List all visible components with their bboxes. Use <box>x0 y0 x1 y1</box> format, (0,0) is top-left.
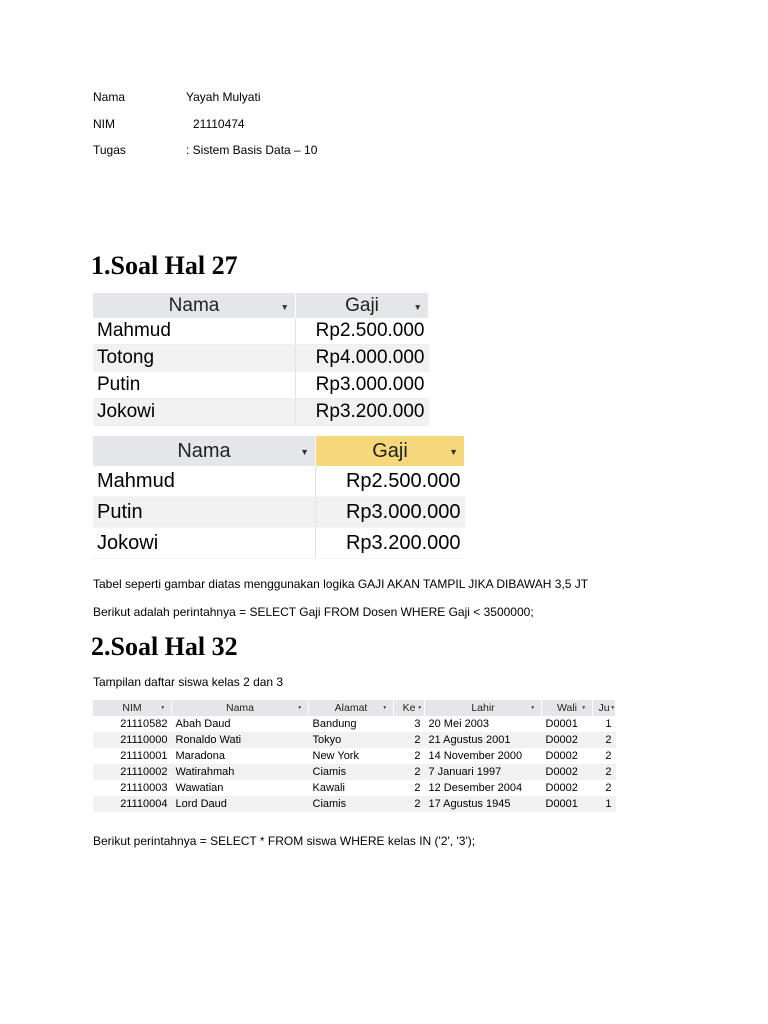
column-header-jumlah[interactable] <box>593 700 616 716</box>
column-header-gaji[interactable] <box>296 293 429 318</box>
cell-lahir: 21 Agustus 2001 <box>425 732 542 748</box>
cell-gaji: Rp3.200.000 <box>316 528 465 559</box>
cell-nama: Putin <box>93 497 316 528</box>
cell-nim: 21110582 <box>120 718 168 730</box>
student-table <box>93 700 616 812</box>
column-header-label: NIM <box>122 702 142 714</box>
cell-jumlah: 2 <box>593 732 616 748</box>
dropdown-arrow-icon[interactable]: ▼ <box>382 706 387 711</box>
cell-alamat: Bandung <box>312 718 357 730</box>
paragraph-logic: Tabel seperti gambar diatas menggunakan logika GAJI AKAN TAMPIL JIKA DIBAWAH 3,5 JT <box>93 577 589 591</box>
cell-nim: 21110004 <box>93 796 172 812</box>
table-row <box>93 345 429 372</box>
dropdown-arrow-icon[interactable]: ▼ <box>413 301 422 312</box>
cell-gaji: Rp3.200.000 <box>296 399 429 426</box>
cell-wali: D0001 <box>545 718 578 730</box>
tugas-value: : Sistem Basis Data – 10 <box>186 143 318 157</box>
section2-heading: 2.Soal Hal 32 <box>91 632 238 661</box>
table-row <box>93 748 616 764</box>
column-header-label: Ke <box>402 702 416 714</box>
column-header-label: Gaji <box>372 439 408 462</box>
table-row <box>93 716 616 732</box>
dropdown-arrow-icon[interactable]: ▼ <box>160 706 165 711</box>
cell-nama: Putin <box>93 372 296 399</box>
column-header-nama[interactable] <box>172 700 309 716</box>
cell-nama: Wawatian <box>175 782 224 794</box>
column-header-nama[interactable] <box>93 436 316 466</box>
column-header-label: Nama <box>225 702 254 714</box>
table-row <box>93 318 429 345</box>
cell-lahir: 14 November 2000 <box>428 750 523 762</box>
cell-jumlah: 1 <box>593 796 616 812</box>
cell-lahir: 7 Januari 1997 <box>425 764 542 780</box>
cell-wali: D0002 <box>542 764 593 780</box>
cell-alamat: New York <box>312 750 359 762</box>
cell-kelas: 2 <box>394 764 425 780</box>
table-row <box>93 764 616 780</box>
cell-jumlah: 2 <box>605 750 612 762</box>
table-row <box>93 372 429 399</box>
table-row <box>93 466 465 497</box>
cell-lahir: 20 Mei 2003 <box>428 718 490 730</box>
cell-nama: Totong <box>93 345 296 372</box>
table-row <box>93 497 465 528</box>
cell-alamat: Ciamis <box>309 764 394 780</box>
dropdown-arrow-icon[interactable]: ▼ <box>610 706 615 711</box>
cell-gaji: Rp3.000.000 <box>296 372 429 399</box>
cell-alamat: Ciamis <box>309 796 394 812</box>
column-header-label: Ju <box>598 702 610 714</box>
column-header-label: Nama <box>168 294 220 316</box>
column-header-kelas[interactable] <box>394 700 425 716</box>
dropdown-arrow-icon[interactable]: ▼ <box>300 447 309 457</box>
cell-gaji: Rp4.000.000 <box>296 345 429 372</box>
cell-wali: D0002 <box>542 732 593 748</box>
section1-heading: 1.Soal Hal 27 <box>91 251 238 280</box>
cell-nim: 21110002 <box>93 764 172 780</box>
cell-nama: Jokowi <box>93 399 296 426</box>
tugas-label: Tugas <box>93 143 126 157</box>
column-header-lahir[interactable] <box>425 700 542 716</box>
column-header-wali[interactable] <box>542 700 593 716</box>
table-row <box>93 796 616 812</box>
column-header-label: Gaji <box>345 294 379 316</box>
cell-alamat: Kawali <box>312 782 345 794</box>
nim-value: 21110474 <box>193 117 245 131</box>
cell-lahir: 12 Desember 2004 <box>428 782 523 794</box>
column-header-label: Nama <box>177 439 231 462</box>
salary-table-filtered <box>93 436 465 559</box>
cell-gaji: Rp2.500.000 <box>296 318 429 345</box>
cell-wali: D0002 <box>545 782 578 794</box>
cell-alamat: Tokyo <box>309 732 394 748</box>
cell-gaji: Rp3.000.000 <box>316 497 465 528</box>
cell-kelas: 2 <box>414 750 421 762</box>
salary-table-all <box>93 293 429 426</box>
cell-nim: 21110003 <box>120 782 168 794</box>
cell-nama: Mahmud <box>93 466 316 497</box>
dropdown-arrow-icon[interactable]: ▼ <box>449 447 458 457</box>
table-row <box>93 780 616 796</box>
dropdown-arrow-icon[interactable]: ▼ <box>530 706 535 711</box>
cell-wali: D0002 <box>545 750 578 762</box>
cell-nama: Ronaldo Wati <box>172 732 309 748</box>
cell-nama: Abah Daud <box>175 718 231 730</box>
column-header-label: Wali <box>556 702 578 714</box>
cell-kelas: 2 <box>394 732 425 748</box>
dropdown-arrow-icon[interactable]: ▼ <box>581 706 586 711</box>
table-row <box>93 528 465 559</box>
nim-label: NIM <box>93 117 115 131</box>
cell-nama: Watirahmah <box>172 764 309 780</box>
column-header-label: Lahir <box>471 702 495 714</box>
cell-nama: Lord Daud <box>172 796 309 812</box>
cell-kelas: 2 <box>414 782 421 794</box>
column-header-nama[interactable] <box>93 293 296 318</box>
paragraph-query1: Berikut adalah perintahnya = SELECT Gaji FROM Dosen WHERE Gaji < 3500000; <box>93 605 534 619</box>
cell-wali: D0001 <box>542 796 593 812</box>
cell-nim: 21110001 <box>120 750 168 762</box>
column-header-nim[interactable] <box>93 700 172 716</box>
cell-jumlah: 2 <box>605 782 612 794</box>
column-header-gaji-selected[interactable] <box>316 436 465 466</box>
cell-jumlah: 2 <box>593 764 616 780</box>
cell-kelas: 3 <box>414 718 421 730</box>
cell-gaji: Rp2.500.000 <box>316 466 465 497</box>
table-row <box>93 399 429 426</box>
nama-value: Yayah Mulyati <box>186 90 261 104</box>
section2-caption: Tampilan daftar siswa kelas 2 dan 3 <box>93 675 284 689</box>
cell-nama: Maradona <box>175 750 226 762</box>
dropdown-arrow-icon[interactable]: ▼ <box>297 706 302 711</box>
cell-nama: Jokowi <box>93 528 316 559</box>
cell-lahir: 17 Agustus 1945 <box>425 796 542 812</box>
nama-label: Nama <box>93 90 126 104</box>
cell-kelas: 2 <box>394 796 425 812</box>
paragraph-query2: Berikut perintahnya = SELECT * FROM siswa WHERE kelas IN ('2', '3'); <box>93 834 476 848</box>
column-header-alamat[interactable] <box>309 700 394 716</box>
column-header-label: Alamat <box>334 702 368 714</box>
table-row <box>93 732 616 748</box>
cell-jumlah: 1 <box>605 718 612 730</box>
cell-nama: Mahmud <box>93 318 296 345</box>
cell-nim: 21110000 <box>93 732 172 748</box>
dropdown-arrow-icon[interactable]: ▼ <box>280 301 289 312</box>
dropdown-arrow-icon[interactable]: ▼ <box>417 706 422 711</box>
